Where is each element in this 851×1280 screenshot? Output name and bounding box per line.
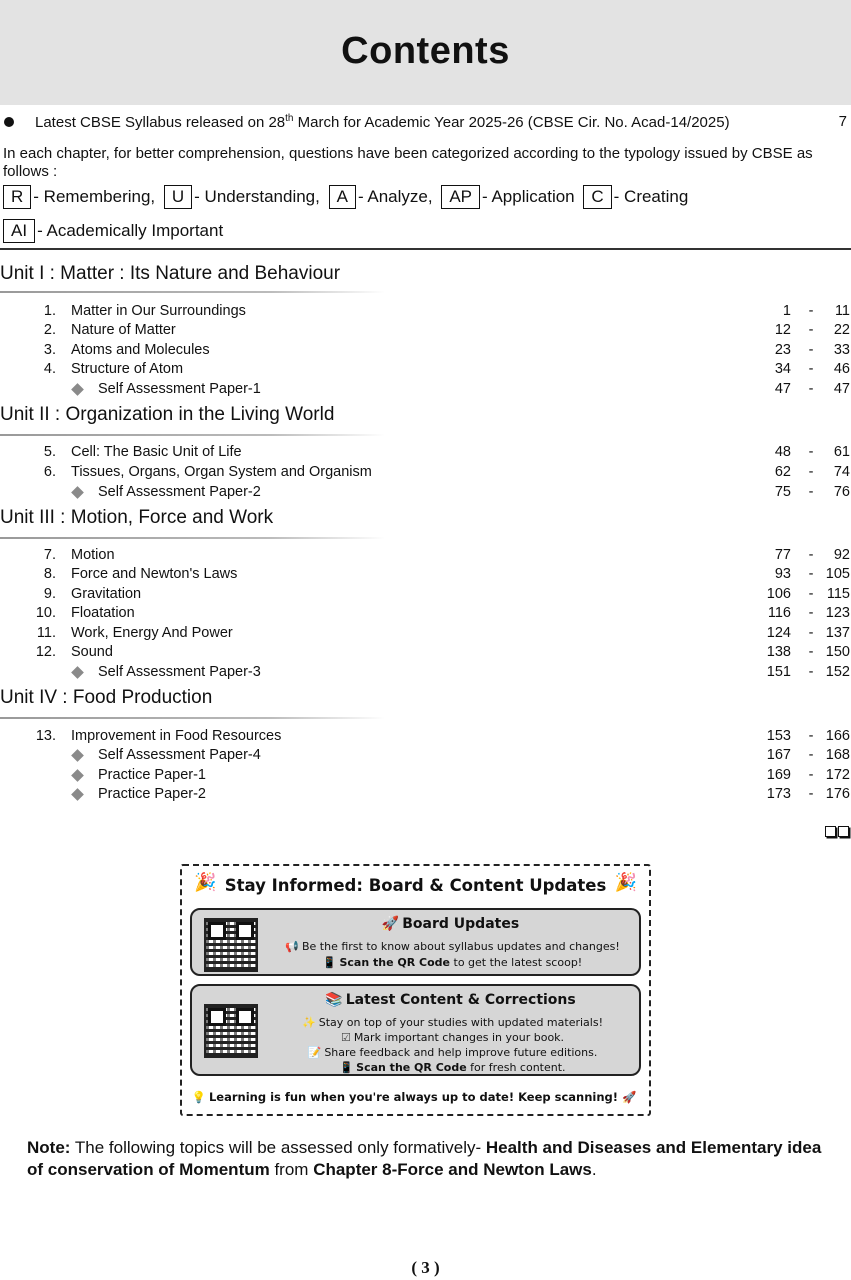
chapter-title: Sound bbox=[71, 644, 113, 660]
syllabus-page: 7 bbox=[838, 113, 847, 130]
chapter-row bbox=[0, 322, 851, 341]
page-from: 12 bbox=[774, 322, 791, 338]
unit-underline bbox=[0, 537, 385, 539]
content-line-2: ☑ Mark important changes in your book. bbox=[340, 1031, 565, 1044]
diamond-bullet-icon bbox=[71, 666, 84, 679]
page-number: ( 3 ) bbox=[411, 1258, 440, 1277]
chapter-number: 5. bbox=[43, 444, 56, 460]
paper-row bbox=[0, 767, 851, 786]
unit-title: Unit II : Organization in the Living World bbox=[0, 404, 335, 425]
page-to: 137 bbox=[825, 625, 850, 641]
page-from: 138 bbox=[766, 644, 791, 660]
chapter-title: Work, Energy And Power bbox=[71, 625, 233, 641]
typology-intro: In each chapter, for better comprehension, questions have been categorized according to the typology issued by CBSE as follows : bbox=[3, 145, 813, 180]
phone-icon: 📱 bbox=[339, 1061, 354, 1074]
paper-row bbox=[0, 747, 851, 766]
legend-item-a: A - Analyze, bbox=[329, 185, 433, 209]
chapter-row bbox=[0, 625, 851, 644]
memo-icon: 📝 bbox=[307, 1046, 322, 1059]
page-dash: - bbox=[808, 664, 814, 680]
syllabus-text: Latest CBSE Syllabus released on 28th March for Academic Year 2025-26 (CBSE Cir. No. Acad-14/2025) bbox=[35, 113, 730, 131]
page-to: 22 bbox=[833, 322, 850, 338]
chapter-title: Practice Paper-2 bbox=[98, 786, 206, 802]
divider bbox=[0, 248, 851, 250]
diamond-bullet-icon bbox=[71, 486, 84, 499]
chapter-row bbox=[0, 361, 851, 380]
chapter-number: 9. bbox=[43, 586, 56, 602]
chapter-number: 2. bbox=[43, 322, 56, 338]
page-from: 77 bbox=[774, 547, 791, 563]
end-mark-icon bbox=[823, 824, 849, 840]
content-line-3: 📝 Share feedback and help improve future editions. bbox=[307, 1046, 598, 1059]
page-to: 46 bbox=[833, 361, 850, 377]
diamond-bullet-icon bbox=[71, 383, 84, 396]
page-from: 1 bbox=[782, 303, 791, 319]
chapter-title: Matter in Our Surroundings bbox=[71, 303, 246, 319]
legend-item-ai: AI - Academically Important bbox=[3, 219, 223, 243]
page-from: 75 bbox=[774, 484, 791, 500]
chapter-row bbox=[0, 566, 851, 585]
chapter-number: 11. bbox=[36, 625, 56, 641]
updates-footer: 💡 Learning is fun when you're always up to date! Keep scanning! 🚀 bbox=[191, 1090, 637, 1104]
page-dash: - bbox=[808, 547, 814, 563]
content-updates-title: 📚 Latest Content & Corrections bbox=[325, 992, 576, 1008]
qr-code-icon[interactable] bbox=[204, 1004, 258, 1058]
paper-row bbox=[0, 381, 851, 400]
diamond-bullet-icon bbox=[71, 749, 84, 762]
page-to: 11 bbox=[834, 303, 850, 319]
party-popper-icon: 🎉 bbox=[614, 872, 637, 892]
chapter-number: 4. bbox=[43, 361, 56, 377]
party-popper-icon: 🎉 bbox=[194, 872, 217, 892]
page-dash: - bbox=[808, 342, 814, 358]
chapter-number: 7. bbox=[43, 547, 56, 563]
legend-item-r: R - Remembering, bbox=[3, 185, 155, 209]
chapter-title: Improvement in Food Resources bbox=[71, 728, 282, 744]
chapter-row bbox=[0, 303, 851, 322]
megaphone-icon: 📢 bbox=[285, 940, 299, 953]
page-to: 150 bbox=[825, 644, 850, 660]
unit-underline bbox=[0, 434, 385, 436]
page-dash: - bbox=[808, 303, 814, 319]
page-dash: - bbox=[808, 361, 814, 377]
checkbox-icon: ☑ bbox=[340, 1031, 351, 1044]
paper-row bbox=[0, 786, 851, 805]
page-title: Contents bbox=[341, 30, 510, 72]
chapter-number: 3. bbox=[43, 342, 56, 358]
page-dash: - bbox=[808, 381, 814, 397]
unit-title: Unit I : Matter : Its Nature and Behaviour bbox=[0, 263, 341, 284]
page-to: 166 bbox=[825, 728, 850, 744]
chapter-title: Self Assessment Paper-1 bbox=[98, 381, 261, 397]
page-to: 105 bbox=[825, 566, 850, 582]
chapter-row bbox=[0, 728, 851, 747]
page-dash: - bbox=[808, 728, 814, 744]
page-from: 116 bbox=[767, 605, 791, 621]
page-to: 123 bbox=[825, 605, 850, 621]
board-line-2: 📱 Scan the QR Code to get the latest scoop! bbox=[322, 956, 583, 969]
page-to: 168 bbox=[825, 747, 850, 763]
page-to: 74 bbox=[833, 464, 850, 480]
chapter-number: 8. bbox=[43, 566, 56, 582]
chapter-title: Practice Paper-1 bbox=[98, 767, 206, 783]
page-from: 62 bbox=[774, 464, 791, 480]
chapter-number: 10. bbox=[35, 605, 56, 621]
page-to: 152 bbox=[825, 664, 850, 680]
page-to: 176 bbox=[825, 786, 850, 802]
page-from: 23 bbox=[774, 342, 791, 358]
page-to: 115 bbox=[826, 586, 850, 602]
board-line-1: 📢 Be the first to know about syllabus updates and changes! bbox=[285, 940, 620, 953]
chapter-row bbox=[0, 605, 851, 624]
typology-legend-2 bbox=[3, 219, 227, 245]
page-dash: - bbox=[808, 464, 814, 480]
page-dash: - bbox=[808, 566, 814, 582]
updates-card bbox=[180, 864, 651, 1116]
chapter-row bbox=[0, 547, 851, 566]
page-to: 172 bbox=[825, 767, 850, 783]
page-from: 151 bbox=[766, 664, 791, 680]
page-from: 167 bbox=[766, 747, 791, 763]
chapter-title: Floatation bbox=[71, 605, 135, 621]
page-dash: - bbox=[808, 444, 814, 460]
content-updates-panel bbox=[190, 984, 641, 1076]
chapter-number: 1. bbox=[43, 303, 56, 319]
content-line-1: ✨ Stay on top of your studies with updated materials! bbox=[302, 1016, 603, 1029]
page-dash: - bbox=[808, 747, 814, 763]
page-from: 153 bbox=[766, 728, 791, 744]
page-from: 48 bbox=[774, 444, 791, 460]
page-to: 92 bbox=[833, 547, 850, 563]
chapter-title: Force and Newton's Laws bbox=[71, 566, 238, 582]
chapter-title: Structure of Atom bbox=[71, 361, 184, 377]
updates-title: Stay Informed: Board & Content Updates bbox=[224, 876, 607, 895]
page-from: 34 bbox=[774, 361, 791, 377]
chapter-number: 6. bbox=[43, 464, 56, 480]
chapter-row bbox=[0, 342, 851, 361]
page-dash: - bbox=[808, 605, 814, 621]
paper-row bbox=[0, 484, 851, 503]
page-from: 124 bbox=[766, 625, 791, 641]
chapter-row bbox=[0, 444, 851, 463]
page-from: 47 bbox=[774, 381, 791, 397]
unit-title: Unit IV : Food Production bbox=[0, 687, 213, 708]
board-updates-title: 🚀 Board Updates bbox=[381, 916, 520, 932]
paper-row bbox=[0, 664, 851, 683]
bullet-icon bbox=[4, 117, 14, 127]
unit-underline bbox=[0, 291, 385, 293]
page-from: 106 bbox=[766, 586, 791, 602]
page-from: 173 bbox=[766, 786, 791, 802]
page-from: 93 bbox=[774, 566, 791, 582]
chapter-number: 13. bbox=[35, 728, 56, 744]
diamond-bullet-icon bbox=[71, 769, 84, 782]
diamond-bullet-icon bbox=[71, 788, 84, 801]
chapter-title: Self Assessment Paper-2 bbox=[98, 484, 261, 500]
page-dash: - bbox=[808, 586, 814, 602]
chapter-row bbox=[0, 586, 851, 605]
chapter-title: Atoms and Molecules bbox=[71, 342, 210, 358]
chapter-title: Nature of Matter bbox=[71, 322, 176, 338]
page-dash: - bbox=[808, 644, 814, 660]
rocket-icon: 🚀 bbox=[381, 916, 400, 932]
sparkles-icon: ✨ bbox=[302, 1016, 316, 1029]
rocket-icon: 🚀 bbox=[622, 1090, 637, 1104]
assessment-note: Note: The following topics will be assessed only formatively- Health and Diseases and Elementary idea of conservation of Momentum from Chapter 8-Force and Newton Laws. bbox=[27, 1138, 822, 1179]
typology-legend bbox=[3, 185, 692, 211]
page-from: 169 bbox=[766, 767, 791, 783]
page-dash: - bbox=[808, 767, 814, 783]
legend-item-ap: AP - Application bbox=[441, 185, 574, 209]
page-dash: - bbox=[808, 322, 814, 338]
chapter-title: Self Assessment Paper-3 bbox=[98, 664, 261, 680]
chapter-title: Motion bbox=[71, 547, 115, 563]
qr-code-icon[interactable] bbox=[204, 918, 258, 972]
header-band bbox=[0, 0, 851, 105]
chapter-title: Self Assessment Paper-4 bbox=[98, 747, 261, 763]
books-icon: 📚 bbox=[325, 992, 343, 1008]
page-to: 76 bbox=[833, 484, 850, 500]
page-to: 61 bbox=[833, 444, 850, 460]
page-dash: - bbox=[808, 786, 814, 802]
chapter-number: 12. bbox=[35, 644, 56, 660]
legend-item-c: C - Creating bbox=[583, 185, 688, 209]
content-line-4: 📱 Scan the QR Code for fresh content. bbox=[339, 1061, 566, 1074]
unit-title: Unit III : Motion, Force and Work bbox=[0, 507, 274, 528]
chapter-title: Cell: The Basic Unit of Life bbox=[71, 444, 242, 460]
legend-item-u: U - Understanding, bbox=[164, 185, 320, 209]
page-dash: - bbox=[808, 484, 814, 500]
page-to: 33 bbox=[833, 342, 850, 358]
phone-icon: 📱 bbox=[322, 956, 337, 969]
lightbulb-icon: 💡 bbox=[191, 1090, 206, 1104]
page-to: 47 bbox=[833, 381, 850, 397]
unit-underline bbox=[0, 717, 385, 719]
page-dash: - bbox=[808, 625, 814, 641]
syllabus-line bbox=[4, 113, 847, 133]
chapter-title: Tissues, Organs, Organ System and Organism bbox=[71, 464, 372, 480]
chapter-title: Gravitation bbox=[71, 586, 142, 602]
board-updates-panel bbox=[190, 908, 641, 976]
chapter-row bbox=[0, 644, 851, 663]
chapter-row bbox=[0, 464, 851, 483]
